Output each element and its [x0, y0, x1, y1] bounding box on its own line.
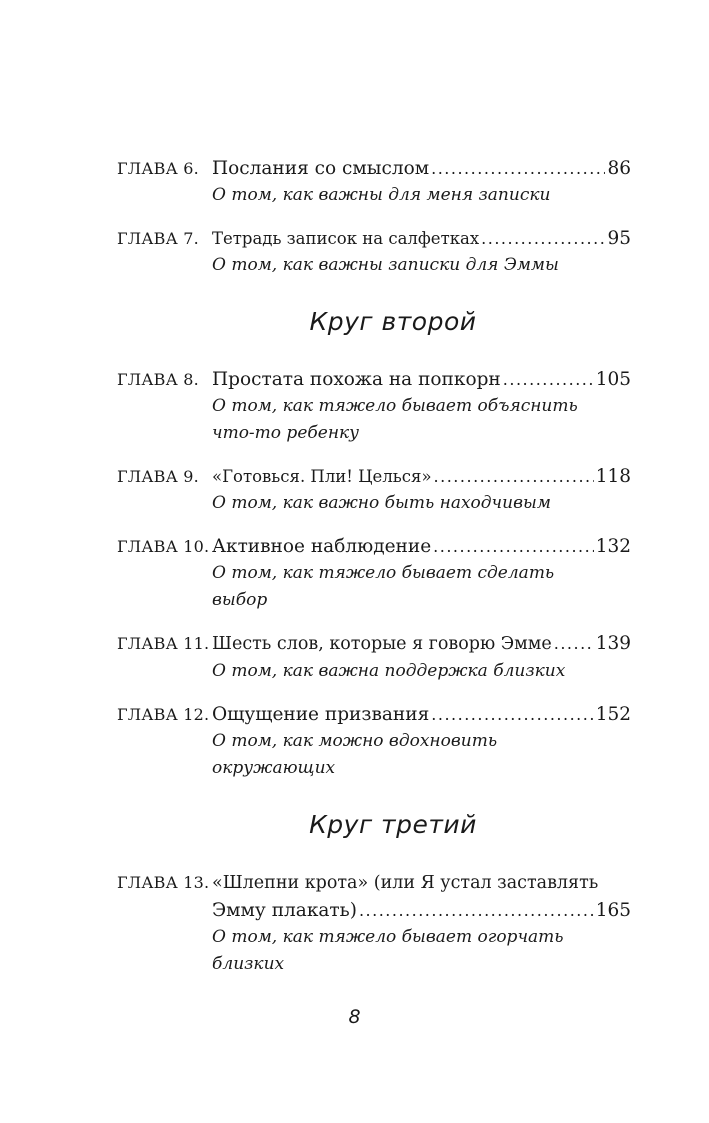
- leader-dots: [481, 225, 605, 252]
- leader-dots: [503, 366, 594, 393]
- chapter-title: Ощущение призвания: [212, 704, 430, 725]
- chapter-label: ГЛАВА 8.: [117, 370, 199, 389]
- chapter-subtitle: О том, как важна поддержка близких: [212, 661, 566, 681]
- leader-dots: [431, 155, 605, 182]
- chapter-subtitle: О том, как тяжело бывает сделать: [212, 563, 555, 583]
- chapter-subtitle-continued: окружающих: [212, 758, 336, 778]
- section-heading-second: Круг второй: [309, 307, 477, 336]
- leader-dots: [434, 463, 594, 490]
- chapter-title: «Шлепни крота» (или Я устал заставлять: [212, 873, 599, 893]
- chapter-subtitle-continued: близких: [212, 954, 285, 974]
- toc-entry-chapter-9[interactable]: [117, 463, 631, 517]
- chapter-label: ГЛАВА 6.: [117, 159, 199, 178]
- table-of-contents: [117, 155, 631, 994]
- page-number: 95: [607, 228, 631, 249]
- chapter-title: Послания со смыслом: [212, 158, 430, 179]
- section-heading-third: Круг третий: [309, 810, 477, 839]
- chapter-subtitle: О том, как важно быть находчивым: [212, 493, 551, 513]
- page-number: 152: [595, 704, 631, 725]
- chapter-title-continued: Эмму плакать): [212, 900, 357, 921]
- toc-entry-chapter-12[interactable]: [117, 701, 631, 782]
- leader-dots: [554, 630, 594, 657]
- chapter-subtitle: О том, как важны записки для Эммы: [212, 255, 559, 275]
- chapter-label: ГЛАВА 13.: [117, 873, 210, 892]
- chapter-label: ГЛАВА 10.: [117, 537, 210, 556]
- chapter-subtitle-continued: что-то ребенку: [212, 423, 360, 443]
- page-number: 86: [607, 158, 631, 179]
- leader-dots: [433, 533, 594, 560]
- toc-entry-chapter-6[interactable]: [117, 155, 631, 209]
- chapter-label: ГЛАВА 7.: [117, 229, 199, 248]
- page-folio-number: 8: [348, 1006, 361, 1028]
- chapter-label: ГЛАВА 12.: [117, 705, 210, 724]
- chapter-subtitle: О том, как тяжело бывает огорчать: [212, 927, 564, 947]
- page-number: 118: [595, 466, 631, 487]
- page-number: 165: [595, 900, 631, 921]
- chapter-subtitle: О том, как важны для меня записки: [212, 185, 551, 205]
- chapter-subtitle: О том, как тяжело бывает объяснить: [212, 396, 578, 416]
- toc-entry-chapter-10[interactable]: [117, 533, 631, 614]
- chapter-subtitle-continued: выбор: [212, 590, 268, 610]
- chapter-label: ГЛАВА 9.: [117, 467, 199, 486]
- toc-entry-chapter-13[interactable]: [117, 869, 631, 978]
- page-number: 105: [595, 369, 631, 390]
- chapter-label: ГЛАВА 11.: [117, 634, 210, 653]
- chapter-title: Шесть слов, которые я говорю Эмме: [212, 634, 552, 654]
- toc-entry-chapter-11[interactable]: [117, 630, 631, 685]
- page-number: 139: [595, 633, 631, 654]
- chapter-subtitle: О том, как можно вдохновить: [212, 731, 498, 751]
- toc-entry-chapter-8[interactable]: [117, 366, 631, 447]
- chapter-title: Активное наблюдение: [212, 536, 432, 557]
- chapter-title: «Готовься. Пли! Целься»: [212, 467, 432, 486]
- chapter-title: Простата похожа на попкорн: [212, 369, 501, 390]
- leader-dots: [359, 897, 594, 924]
- page-number: 132: [595, 536, 631, 557]
- chapter-title: Тетрадь записок на салфетках: [212, 229, 480, 248]
- toc-entry-chapter-7[interactable]: [117, 225, 631, 279]
- leader-dots: [431, 701, 593, 728]
